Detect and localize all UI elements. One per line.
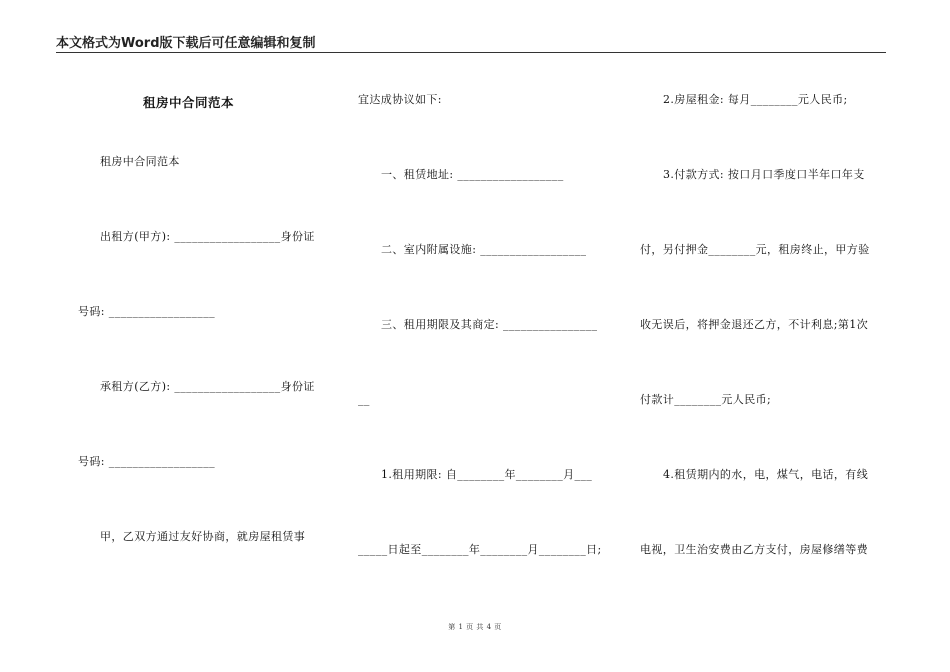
header-divider [56,52,886,53]
col2-line: _____日起至________年________月________日; [358,543,602,556]
col3-line: 收无误后，将押金退还乙方，不计利息;第1次 [640,318,869,331]
col3-line: 付款计________元人民币; [640,393,772,406]
document-title: 租房中合同范本 [143,95,235,110]
col1-line: 承租方(乙方): __________________身份证 [100,380,315,393]
page-number: 第 1 页 共 4 页 [448,623,502,631]
col2-line: 1.租用期限: 自________年________月___ [381,468,593,481]
col2-line: __ [358,393,370,406]
col3-line: 3.付款方式: 按口月口季度口半年口年支 [663,168,865,181]
col1-line: 号码: __________________ [78,305,216,318]
col1-line: 甲，乙双方通过友好协商，就房屋租赁事 [100,530,306,543]
col2-line: 一、租赁地址: __________________ [381,168,564,181]
col2-line: 宜达成协议如下: [358,93,442,106]
col3-line: 电视，卫生治安费由乙方支付，房屋修缮等费 [640,543,868,556]
col3-line: 付，另付押金________元，租房终止，甲方验 [640,243,870,256]
col3-line: 2.房屋租金: 每月________元人民币; [663,93,848,106]
col1-line: 出租方(甲方): __________________身份证 [100,230,315,243]
col1-line: 租房中合同范本 [100,155,180,168]
document-header: 本文格式为Word版下载后可任意编辑和复制 [56,36,316,51]
col3-line: 4.租赁期内的水，电，煤气，电话，有线 [663,468,869,481]
col2-line: 二、室内附属设施: __________________ [381,243,587,256]
col2-line: 三、租用期限及其商定: ________________ [381,318,598,331]
col1-line: 号码: __________________ [78,455,216,468]
